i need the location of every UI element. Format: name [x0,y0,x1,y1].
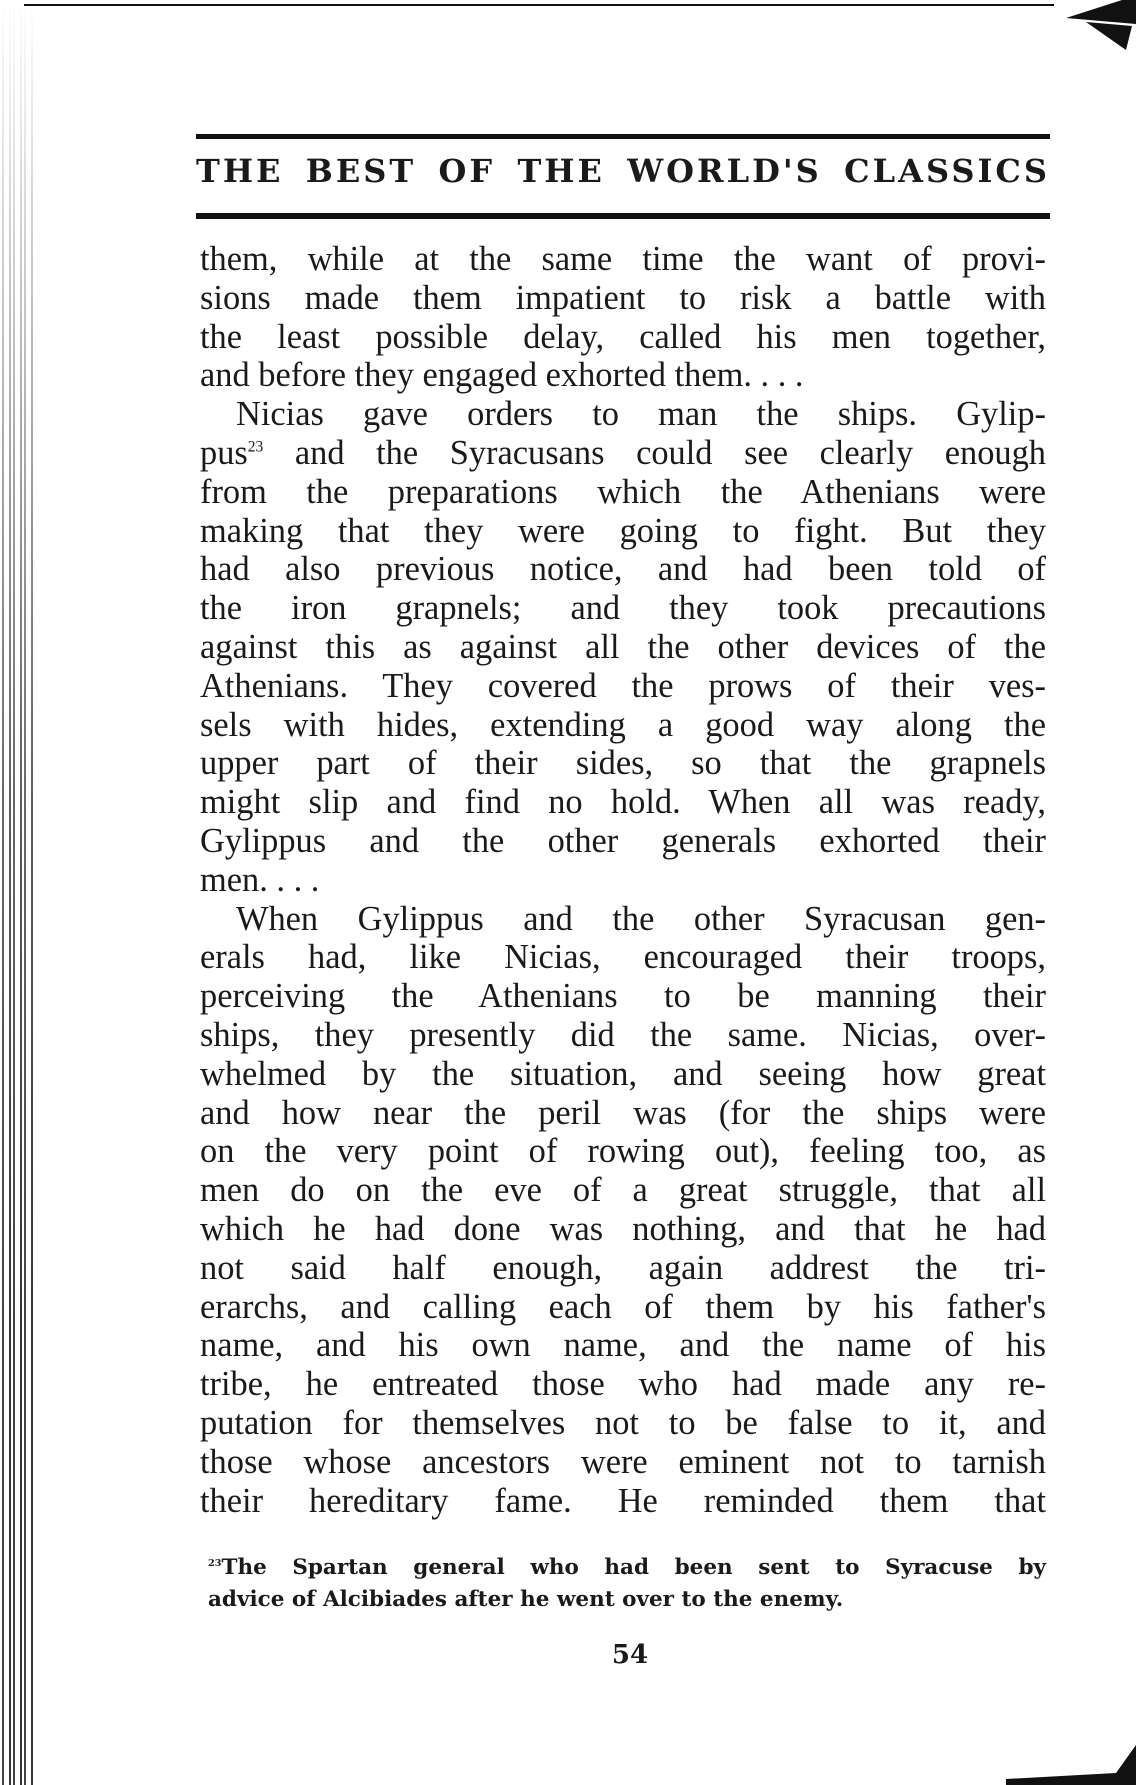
text-line: might slip and find no hold. When all was ready, [200,783,1046,822]
footnote-line: advice of Alcibiades after he went over to the enemy. [208,1587,844,1612]
text-line: Athenians. They covered the prows of their ves- [200,666,1046,705]
text-line: erarchs, and calling each of them by his father's [200,1287,1046,1326]
page-number: 54 [611,1640,649,1670]
header-rule-top [196,134,1050,139]
text-line: their hereditary fame. He reminded them that [200,1481,1046,1520]
text-line: erals had, like Nicias, encouraged their troops, [200,938,1046,977]
text-line: not said half enough, again addrest the tri- [200,1248,1046,1287]
text-line: and how near the peril was (for the ships were [200,1093,1046,1132]
text-line: from the preparations which the Athenians were [200,472,1046,511]
text-line: sions made them impatient to risk a battle with [200,278,1046,317]
footnote [208,1552,1046,1616]
footnote-number: 23 [208,1557,222,1569]
text-line: on the very point of rowing out), feeling too, as [200,1132,1046,1171]
text-line: When Gylippus and the other Syracusan gen- [236,899,1046,938]
text-line: had also previous notice, and had been told of [200,550,1046,589]
text-line: upper part of their sides, so that the grapnels [200,744,1046,783]
text-line: ships, they presently did the same. Nicias, over- [200,1015,1046,1054]
text-line: the least possible delay, called his men together, [200,317,1046,356]
text-line: name, and his own name, and the name of his [200,1326,1046,1365]
text-line: tribe, he entreated those who had made any re- [200,1365,1046,1404]
text-line: men do on the eve of a great struggle, that all [200,1171,1046,1210]
text-line: putation for themselves not to be false to it, and [200,1403,1046,1442]
text-line: whelmed by the situation, and seeing how great [200,1054,1046,1093]
text-line: against this as against all the other devices of the [200,627,1046,666]
text-line: them, while at the same time the want of provi- [200,240,1046,278]
text-line: sels with hides, extending a good way along the [200,705,1046,744]
text-line: the iron grapnels; and they took precautions [200,589,1046,628]
footnote-line [208,1552,1046,1584]
header-rule-bottom [196,213,1050,219]
spine-shading [0,0,34,1330]
running-head-title: THE BEST OF THE WORLD'S CLASSICS [196,152,1050,190]
page-corner-top-right [1066,0,1136,70]
pus-word: pus [200,433,248,472]
text-line: perceiving the Athenians to be manning their [200,977,1046,1016]
text-line-footnote-ref [200,434,1046,473]
text-line: Nicias gave orders to man the ships. Gylip- [236,395,1046,434]
text-line: those whose ancestors were eminent not to tarnish [200,1442,1046,1481]
page-top-edge [24,4,1054,6]
body-text [200,240,1046,1520]
page-corner-bottom-right [1006,1745,1136,1785]
text-line: making that they were going to fight. But they [200,511,1046,550]
text-line-rest: and the Syracusans could see clearly enough [294,433,1046,472]
text-line: and before they engaged exhorted them. . . . [200,356,804,395]
footnote-text-1: The Spartan general who had been sent to Syracuse by [221,1555,1046,1580]
footnote-marker[interactable]: 23 [247,438,264,456]
text-line: which he had done was nothing, and that he had [200,1209,1046,1248]
text-line: men. . . . [200,860,320,899]
text-line: Gylippus and the other generals exhorted their [200,821,1046,860]
